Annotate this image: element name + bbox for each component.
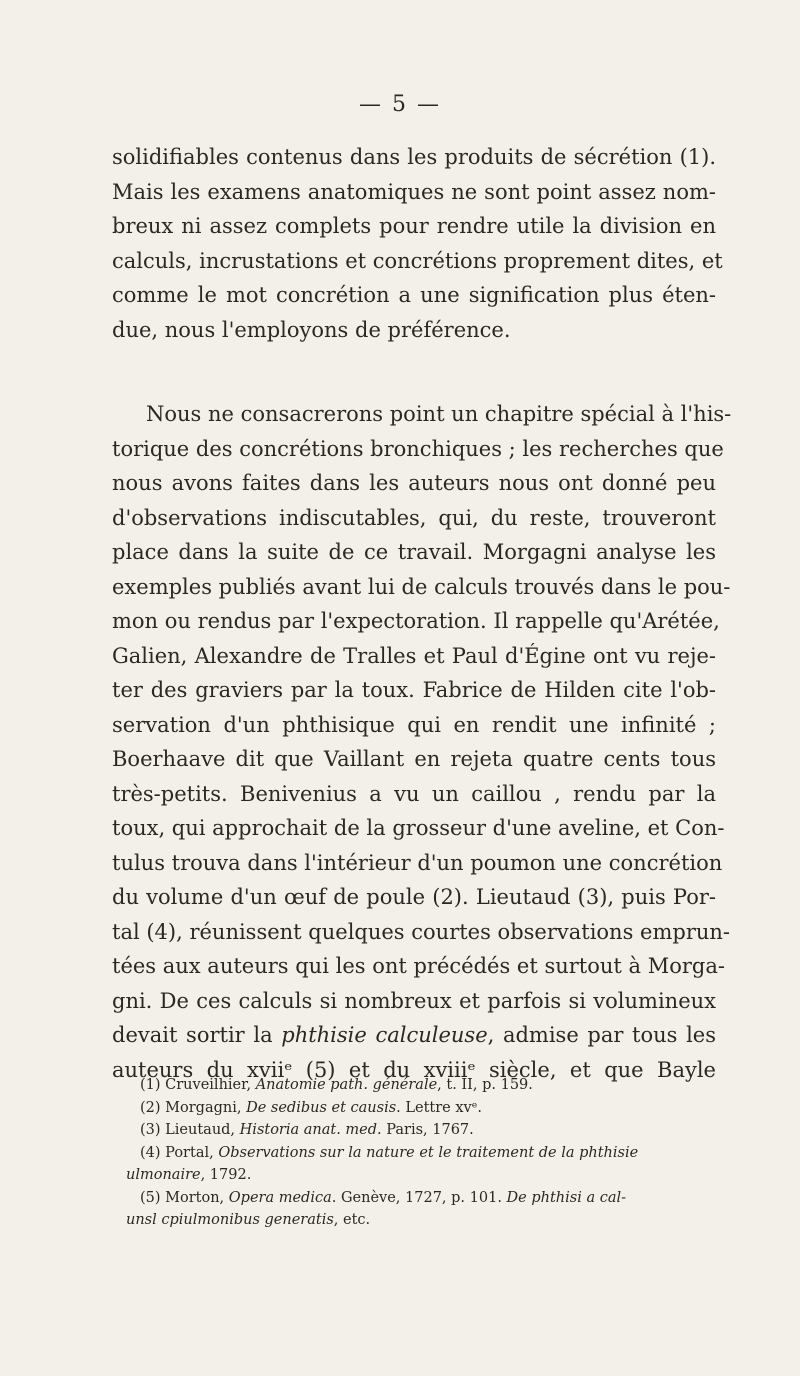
body-text xyxy=(112,140,732,1087)
text-line: mon ou rendus par l'expectoration. Il rappelle qu'Arétée, xyxy=(112,609,720,633)
text-line: due, nous l'employons de préférence. xyxy=(112,317,511,342)
footnote-5 xyxy=(112,1187,716,1210)
text-fragment: devait sortir la xyxy=(112,1023,282,1047)
footnote-1 xyxy=(112,1074,716,1097)
footnote-4-continued xyxy=(112,1164,716,1187)
footnote-author: Portal, xyxy=(165,1144,214,1161)
paragraph-1 xyxy=(112,140,723,347)
page-number: — 5 — xyxy=(359,92,441,117)
italic-term: phthisie calculeuse xyxy=(281,1023,488,1047)
footnote-2 xyxy=(112,1097,716,1120)
footnote-number: (3) xyxy=(140,1122,161,1138)
paragraph-gap xyxy=(112,347,716,397)
footnote-title: ulmonaire xyxy=(126,1167,201,1183)
footnotes xyxy=(112,1074,716,1232)
text-line: tulus trouva dans l'intérieur d'un poumon une concrétion xyxy=(112,850,723,875)
text-line: tées aux auteurs qui les ont précédés et surtout à Morga- xyxy=(112,954,725,978)
text-line-with-italic xyxy=(112,1018,716,1053)
text-line: ter des graviers par la toux. Fabrice de Hilden cite l'ob- xyxy=(112,678,716,702)
text-line: comme le mot concrétion a une signification plus éten- xyxy=(112,283,716,307)
footnote-rest: . Lettre xvᵉ. xyxy=(396,1099,482,1116)
footnote-rest: , etc. xyxy=(333,1212,371,1228)
text-line: d'observations indiscutables, qui, du reste, trouveront xyxy=(112,505,716,530)
text-line: calculs, incrustations et concrétions proprement dites, et xyxy=(112,248,723,273)
text-fragment: , admise par tous les xyxy=(487,1023,716,1047)
paragraph-2 xyxy=(112,397,732,1087)
footnote-title: Opera medica xyxy=(228,1189,332,1206)
footnote-number: (1) xyxy=(140,1077,161,1093)
footnote-number: (2) xyxy=(140,1099,161,1116)
footnote-author: Morton, xyxy=(165,1189,225,1206)
footnote-5-continued xyxy=(112,1209,716,1232)
footnote-title: unsl cpiulmonibus generatis xyxy=(126,1212,334,1228)
text-line: Boerhaave dit que Vaillant en rejeta quatre cents tous xyxy=(112,747,716,771)
footnote-rest: , 1792. xyxy=(200,1167,252,1183)
footnote-author: Cruveilhier, xyxy=(165,1077,252,1093)
footnote-number: (5) xyxy=(140,1189,161,1206)
text-line: torique des concrétions bronchiques ; les recherches que xyxy=(112,436,724,461)
text-line: du volume d'un œuf de poule (2). Lieutaud (3), puis Por- xyxy=(112,885,716,909)
text-line: auteurs du xviiᵉ (5) et du xviiiᵉ siècle, et que Bayle xyxy=(112,1057,716,1082)
text-line: tal (4), réunissent quelques courtes observations emprun- xyxy=(112,919,731,944)
text-line: très-petits. Benivenius a vu un caillou , rendu par la xyxy=(112,781,716,806)
footnote-3 xyxy=(112,1119,716,1142)
text-line: Nous ne consacrerons point un chapitre spécial à l'his- xyxy=(146,402,732,426)
footnote-rest: . Genève, 1727, p. 101. xyxy=(331,1189,502,1206)
text-line: nous avons faites dans les auteurs nous ont donné peu xyxy=(112,471,716,495)
text-line: breux ni assez complets pour rendre utile la division en xyxy=(112,214,716,238)
footnote-author: Morgagni, xyxy=(165,1099,242,1116)
text-line: gni. De ces calculs si nombreux et parfois si volumineux xyxy=(112,988,716,1013)
text-line: solidifiables contenus dans les produits de sécrétion (1). xyxy=(112,145,716,169)
text-line: exemples publiés avant lui de calculs trouvés dans le pou- xyxy=(112,574,731,599)
footnote-rest: . Paris, 1767. xyxy=(377,1122,474,1138)
text-line: Mais les examens anatomiques ne sont point assez nom- xyxy=(112,179,716,204)
footnote-rest: , t. II, p. 159. xyxy=(437,1077,533,1093)
footnote-title: Historia anat. med xyxy=(239,1122,378,1138)
footnote-author: Lieutaud, xyxy=(165,1122,236,1138)
text-line: Galien, Alexandre de Tralles et Paul d'Égine ont vu reje- xyxy=(112,643,716,668)
footnote-title: Anatomie path. générale xyxy=(255,1077,438,1093)
footnote-number: (4) xyxy=(140,1144,161,1161)
footnote-title: Observations sur la nature et le traitement de la phthisie xyxy=(218,1144,639,1161)
footnote-title: De phthisi a cal- xyxy=(506,1189,627,1206)
footnote-4 xyxy=(112,1142,716,1165)
text-line: servation d'un phthisique qui en rendit une infinité ; xyxy=(112,712,716,737)
footnote-title: De sedibus et causis xyxy=(246,1099,397,1116)
text-line: toux, qui approchait de la grosseur d'une aveline, et Con- xyxy=(112,816,725,840)
text-line: place dans la suite de ce travail. Morgagni analyse les xyxy=(112,540,716,564)
